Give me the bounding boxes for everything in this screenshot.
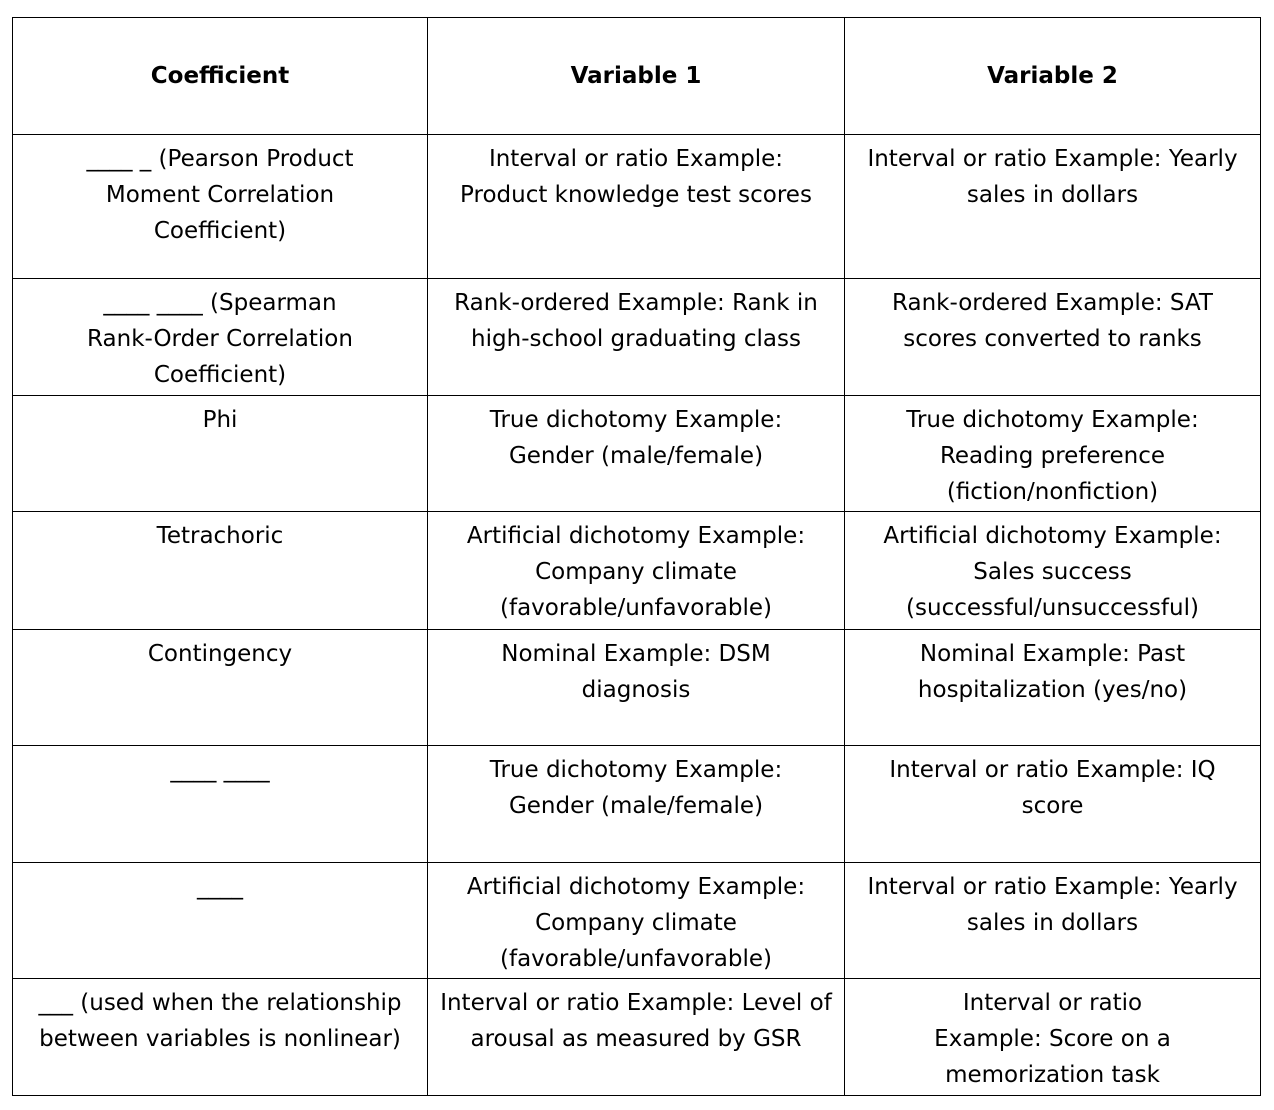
variable-2-text: Artificial dichotomy Example: Sales success (successful/unsuccessful) — [883, 523, 1222, 621]
correlation-coefficient-table — [12, 17, 1261, 1096]
coefficient-cell — [13, 512, 428, 630]
table-row — [13, 279, 1261, 396]
coefficient-cell — [13, 979, 428, 1096]
variable-2-text: Interval or ratio Example: Score on a memorization task — [934, 990, 1171, 1088]
variable-2-cell — [845, 863, 1261, 979]
variable-1-cell — [428, 630, 845, 746]
table-row — [13, 396, 1261, 512]
variable-1-cell — [428, 135, 845, 279]
variable-2-cell — [845, 979, 1261, 1096]
coefficient-text: Phi — [202, 407, 238, 433]
variable-2-cell — [845, 512, 1261, 630]
variable-1-text: Rank-ordered Example: Rank in high-school graduating class — [454, 290, 818, 352]
header-coefficient: Coefficient — [13, 18, 428, 135]
variable-2-cell — [845, 746, 1261, 863]
variable-1-text: Artificial dichotomy Example: Company climate (favorable/unfavorable) — [466, 523, 806, 621]
table-row — [13, 512, 1261, 630]
variable-1-cell — [428, 512, 845, 630]
coefficient-text: Tetrachoric — [156, 523, 284, 549]
coefficient-cell — [13, 746, 428, 863]
variable-1-text: Interval or ratio Example: Level of arousal as measured by GSR — [440, 990, 832, 1052]
coefficient-cell — [13, 863, 428, 979]
variable-2-text: Interval or ratio Example: IQ score — [889, 757, 1216, 819]
variable-2-cell — [845, 630, 1261, 746]
variable-1-text: Artificial dichotomy Example: Company climate (favorable/unfavorable) — [466, 874, 806, 972]
variable-2-text: Interval or ratio Example: Yearly sales in dollars — [867, 874, 1238, 936]
variable-1-cell — [428, 746, 845, 863]
coefficient-text: ____ _ (Pearson Product Moment Correlation Coefficient) — [86, 146, 354, 244]
coefficient-text: Contingency — [147, 641, 293, 667]
variable-2-cell — [845, 135, 1261, 279]
variable-1-text: Interval or ratio Example: Product knowledge test scores — [460, 146, 812, 208]
variable-2-cell — [845, 396, 1261, 512]
variable-2-text: Nominal Example: Past hospitalization (yes/no) — [917, 641, 1188, 703]
table-row — [13, 135, 1261, 279]
table-row — [13, 746, 1261, 863]
coefficient-cell — [13, 135, 428, 279]
variable-1-text: Nominal Example: DSM diagnosis — [501, 641, 771, 703]
table-row — [13, 630, 1261, 746]
variable-2-text: True dichotomy Example: Reading preference (fiction/nonfiction) — [906, 407, 1199, 505]
variable-1-text: True dichotomy Example: Gender (male/female) — [489, 757, 783, 819]
coefficient-cell — [13, 279, 428, 396]
coefficient-text: ____ — [197, 874, 243, 900]
variable-1-cell — [428, 863, 845, 979]
variable-1-cell — [428, 279, 845, 396]
coefficient-cell — [13, 396, 428, 512]
header-variable-1: Variable 1 — [428, 18, 845, 135]
variable-1-cell — [428, 396, 845, 512]
variable-1-text: True dichotomy Example: Gender (male/female) — [489, 407, 783, 469]
variable-2-text: Interval or ratio Example: Yearly sales in dollars — [867, 146, 1238, 208]
coefficient-text: ___ (used when the relationship between variables is nonlinear) — [38, 990, 402, 1052]
variable-1-cell — [428, 979, 845, 1096]
header-variable-2: Variable 2 — [845, 18, 1261, 135]
table-row — [13, 863, 1261, 979]
variable-2-text: Rank-ordered Example: SAT scores converted to ranks — [892, 290, 1213, 352]
coefficient-text: ____ ____ — [170, 757, 270, 783]
table-row — [13, 979, 1261, 1096]
coefficient-text: ____ ____ (Spearman Rank-Order Correlation Coefficient) — [87, 290, 353, 388]
header-row — [13, 18, 1261, 135]
variable-2-cell — [845, 279, 1261, 396]
coefficient-cell — [13, 630, 428, 746]
